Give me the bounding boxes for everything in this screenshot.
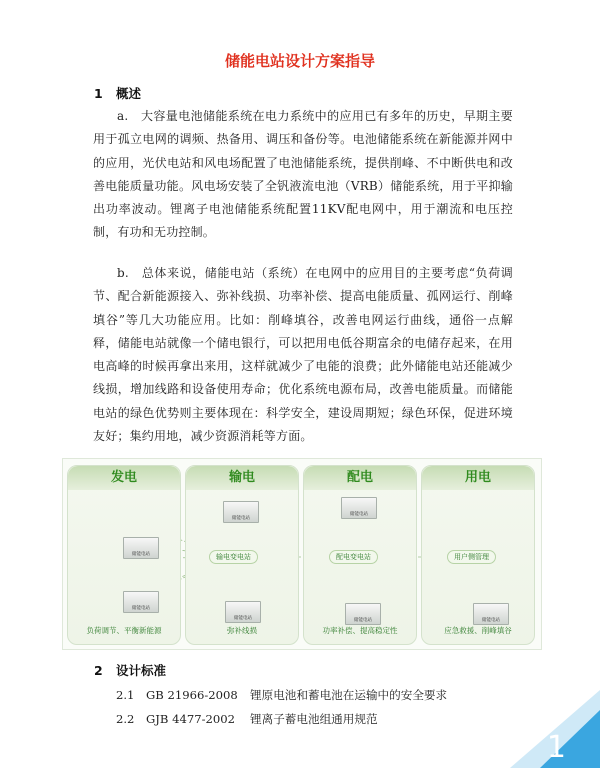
section-heading-standards bbox=[94, 661, 166, 679]
panel-caption: 应急救援、削峰填谷 bbox=[444, 626, 512, 635]
storage-cabinet: 储能电站 bbox=[345, 603, 381, 625]
storage-cabinet: 储能电站 bbox=[341, 497, 377, 519]
panel-title: 配电 bbox=[304, 466, 416, 490]
storage-cabinet: 储能电站 bbox=[223, 501, 259, 523]
standard-number: 2.2 bbox=[116, 712, 135, 726]
section-number: 2 bbox=[94, 663, 103, 678]
section-title: 设计标准 bbox=[116, 663, 167, 678]
panel-title: 输电 bbox=[186, 466, 298, 490]
node-transmission-substation: 输电变电站 bbox=[209, 550, 258, 564]
node-distribution-substation: 配电变电站 bbox=[329, 550, 378, 564]
storage-cabinet: 储能电站 bbox=[473, 603, 509, 625]
corner-decoration bbox=[490, 690, 600, 768]
paragraph-b: b. 总体来说，储能电站（系统）在电网中的应用目的主要考虑“负荷调节、配合新能源接入、弥补线损、功率补偿、提高电能质量、孤网运行、削峰填谷”等几大功能应用。比如：削峰填谷，改善电网运行曲线，通俗一点解释，储能电站就像一个储电银行，可以把用电低谷期富余的电储存起来，在用电高峰的时候再拿出来用，这样就减少了电能的浪费；此外储能电站还能减少线损，增加线路和设备使用寿命；优化系统电源布局，改善电能质量。而储能电站的绿色优势则主要体现在：科学安全，建设周期短；绿色环保，促进环境友好；集约用地，减少资源消耗等方面。 bbox=[93, 266, 513, 444]
panel-caption: 功率补偿、提高稳定性 bbox=[322, 626, 398, 635]
standard-item bbox=[116, 711, 378, 727]
paragraph-a: a. 大容量电池储能系统在电力系统中的应用已有多年的历史，早期主要用于孤立电网的调频、热备用、调压和备份等。电池储能系统在新能源并网中的应用，光伏电站和风电场配置了电池储能系统，提供削峰、不中断供电和改善电能质量功能。风电场安装了全钒液流电池（VRB）储能系统，用于平抑输出功率波动。锂离子电池储能系统配置11KV配电网中，用于潮流和电压控制，有功和无功控制。 bbox=[93, 109, 513, 240]
page-title: 储能电站设计方案指导 bbox=[224, 52, 375, 70]
node-user-management: 用户侧管理 bbox=[447, 550, 496, 564]
section-heading-overview bbox=[94, 84, 141, 102]
panel-caption: 负荷调节、平衡新能源 bbox=[86, 626, 162, 635]
standard-code: GJB 4477-2002 bbox=[146, 712, 236, 726]
storage-cabinet: 储能电站 bbox=[225, 601, 261, 623]
panel-caption: 弥补线损 bbox=[227, 626, 257, 635]
panel-title: 发电 bbox=[68, 466, 180, 490]
standard-name: 锂离子蓄电池组通用规范 bbox=[250, 712, 378, 726]
standard-code: GB 21966-2008 bbox=[146, 688, 238, 702]
section-number: 1 bbox=[94, 86, 103, 101]
energy-storage-diagram bbox=[62, 458, 542, 650]
storage-cabinet: 储能电站 bbox=[123, 537, 159, 559]
standard-item bbox=[116, 687, 447, 703]
page-number: 1 bbox=[546, 730, 566, 765]
storage-cabinet: 储能电站 bbox=[123, 591, 159, 613]
standard-number: 2.1 bbox=[116, 688, 135, 702]
standard-name: 锂原电池和蓄电池在运输中的安全要求 bbox=[250, 688, 448, 702]
panel-title: 用电 bbox=[422, 466, 534, 490]
section-title: 概述 bbox=[116, 86, 142, 101]
